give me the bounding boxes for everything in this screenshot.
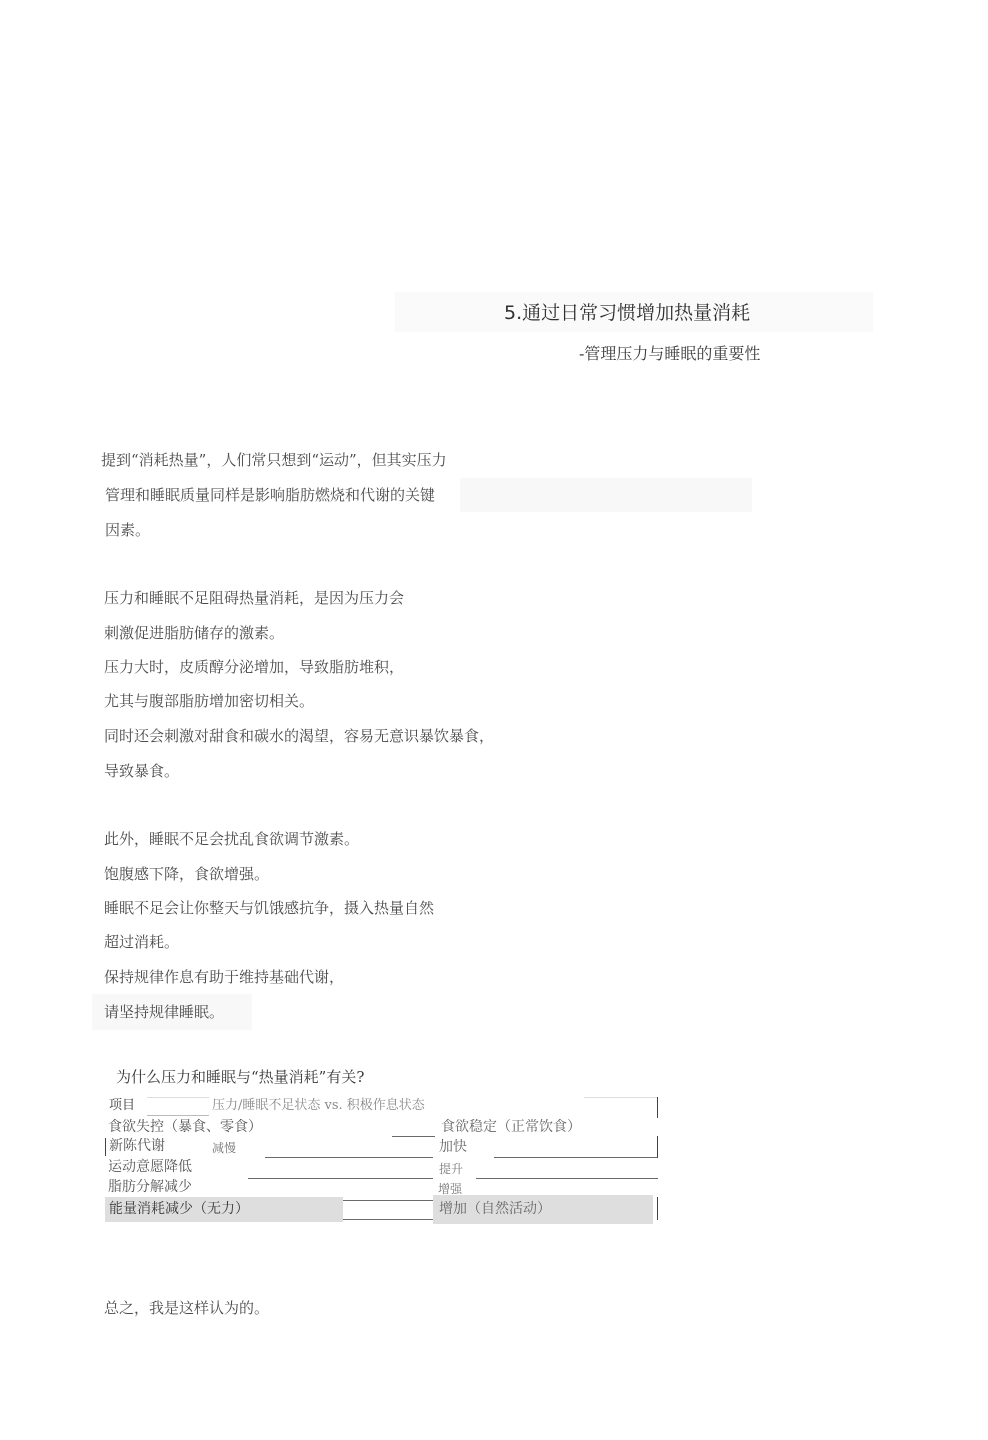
paragraph-line: 保持规律作息有助于维持基础代谢， [104, 968, 345, 986]
table-cell-left: 食欲失控（暴食、零食） [108, 1119, 262, 1135]
table-rule [343, 1200, 433, 1201]
paragraph-line: 管理和睡眠质量同样是影响脂肪燃烧和代谢的关键 [105, 486, 436, 504]
paragraph-line: 超过消耗。 [104, 933, 180, 951]
table-cell-right: 加快 [439, 1139, 467, 1155]
table-title: 为什么压力和睡眠与“热量消耗”有关? [116, 1068, 365, 1086]
table-rule [248, 1178, 433, 1179]
table-cell-left: 脂肪分解减少 [108, 1179, 192, 1195]
table-cell-left: 能量消耗减少（无力） [109, 1201, 249, 1217]
table-rule [476, 1178, 658, 1179]
page-title: 5.通过日常习惯增加热量消耗 [504, 302, 751, 324]
table-rule [147, 1115, 209, 1116]
paragraph-line: 请坚持规律睡眠。 [104, 1003, 225, 1021]
table-rule [265, 1157, 433, 1158]
table-cell-right: 增加（自然活动） [439, 1201, 551, 1217]
page-subtitle: -管理压力与睡眠的重要性 [579, 344, 761, 363]
table-header-compare: 压力/睡眠不足状态 vs. 积极作息状态 [212, 1098, 425, 1113]
table-rule [343, 1219, 433, 1220]
table-cell-left: 运动意愿降低 [108, 1159, 192, 1175]
table-rule [147, 1097, 209, 1098]
table-cell-right: 增强 [438, 1182, 463, 1196]
paragraph-line: 此外，睡眠不足会扰乱食欲调节激素。 [104, 830, 360, 848]
paragraph-line: 睡眠不足会让你整天与饥饿感抗争，摄入热量自然 [104, 899, 435, 917]
paragraph-line: 压力和睡眠不足阻碍热量消耗，是因为压力会 [104, 589, 405, 607]
table-rule [494, 1157, 658, 1158]
paragraph-line: 压力大时，皮质醇分泌增加，导致脂肪堆积， [104, 658, 405, 676]
table-rule [657, 1136, 658, 1158]
paragraph-line: 提到“消耗热量”，人们常只想到“运动”，但其实压力 [101, 451, 447, 469]
table-cell-right: 提升 [439, 1162, 464, 1176]
paragraph-line: 饱腹感下降，食欲增强。 [104, 865, 270, 883]
conclusion-text: 总之，我是这样认为的。 [104, 1299, 270, 1317]
table-header-label: 项目 [109, 1098, 136, 1113]
paragraph-line: 同时还会刺激对甜食和碳水的渴望，容易无意识暴饮暴食， [104, 727, 495, 745]
paragraph-line: 刺激促进脂肪储存的激素。 [104, 624, 285, 642]
paragraph-line: 尤其与腹部脂肪增加密切相关。 [104, 692, 315, 710]
table-cell-right: 食欲稳定（正常饮食） [441, 1119, 581, 1135]
table-rule [392, 1136, 435, 1137]
table-rule [105, 1138, 106, 1156]
table-cell-mid: 减慢 [212, 1141, 237, 1155]
faint-band [460, 478, 752, 512]
table-rule [584, 1097, 658, 1098]
table-cell-left: 新陈代谢 [109, 1138, 165, 1154]
paragraph-line: 因素。 [105, 521, 151, 539]
table-rule [657, 1097, 658, 1118]
paragraph-line: 导致暴食。 [104, 762, 180, 780]
table-rule [657, 1197, 658, 1220]
